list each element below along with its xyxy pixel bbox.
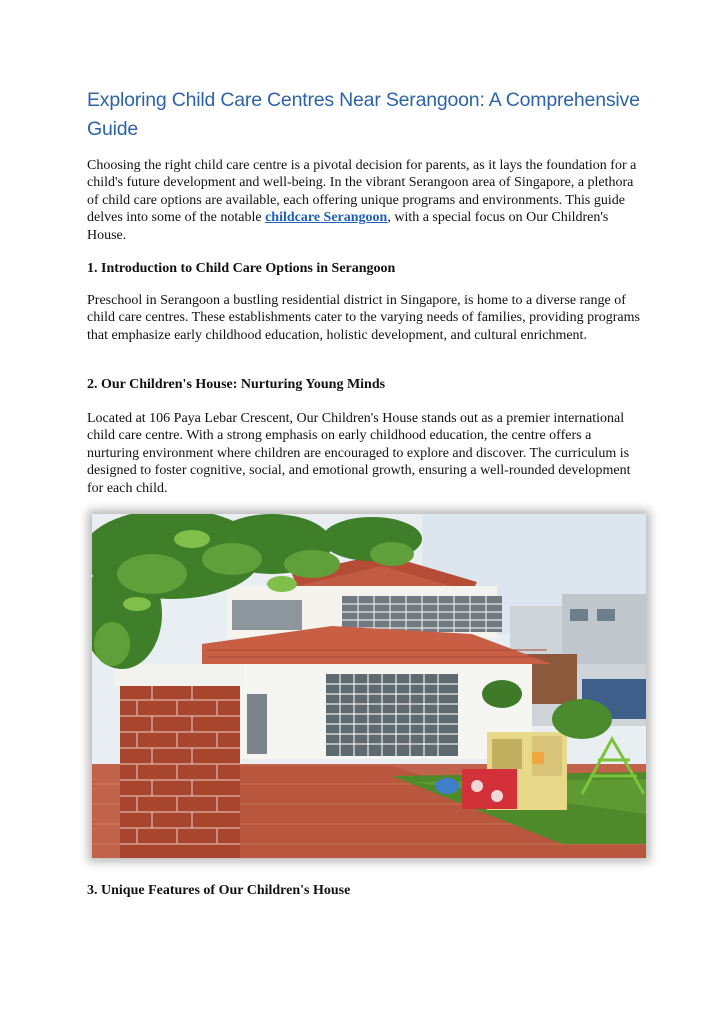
intro-paragraph xyxy=(87,157,642,244)
intro-text-end: , with a special focus on Our Children's House. xyxy=(87,210,609,243)
section-1-heading: 1. Introduction to Child Care Options in Serangoon xyxy=(87,261,396,276)
section-2-body: Located at 106 Paya Lebar Crescent, Our Children's House stands out as a premier international child care centre. With a strong emphasis on early childhood education, the centre offers a nurturing environment where children are encouraged to explore and discover. The curriculum is designed to foster cognitive, social, and emotional growth, ensuring a well-rounded development for each child. xyxy=(87,411,631,496)
childcare-centre-photo xyxy=(92,514,646,858)
section-3-heading: 3. Unique Features of Our Children's House xyxy=(87,883,351,898)
childcare-serangoon-link[interactable]: childcare Serangoon xyxy=(265,210,388,226)
intro-text-start: Choosing the right child care centre is a pivotal decision for parents, as it lays the foundation for a child's future development and well-being. In the vibrant Serangoon area of Singapore, a plethora of child care options are available, each offering unique programs and environments. This guide delves into some of the notable xyxy=(87,158,637,226)
page-title: Exploring Child Care Centres Near Serangoon: A Comprehensive Guide xyxy=(87,89,640,140)
section-2-heading: 2. Our Children's House: Nurturing Young Minds xyxy=(87,377,386,392)
section-1-body: Preschool in Serangoon a bustling residential district in Singapore, is home to a diverse range of child care centres. These establishments cater to the varying needs of families, providing programs that emphasize early childhood education, holistic development, and cultural enrichment. xyxy=(87,293,640,343)
